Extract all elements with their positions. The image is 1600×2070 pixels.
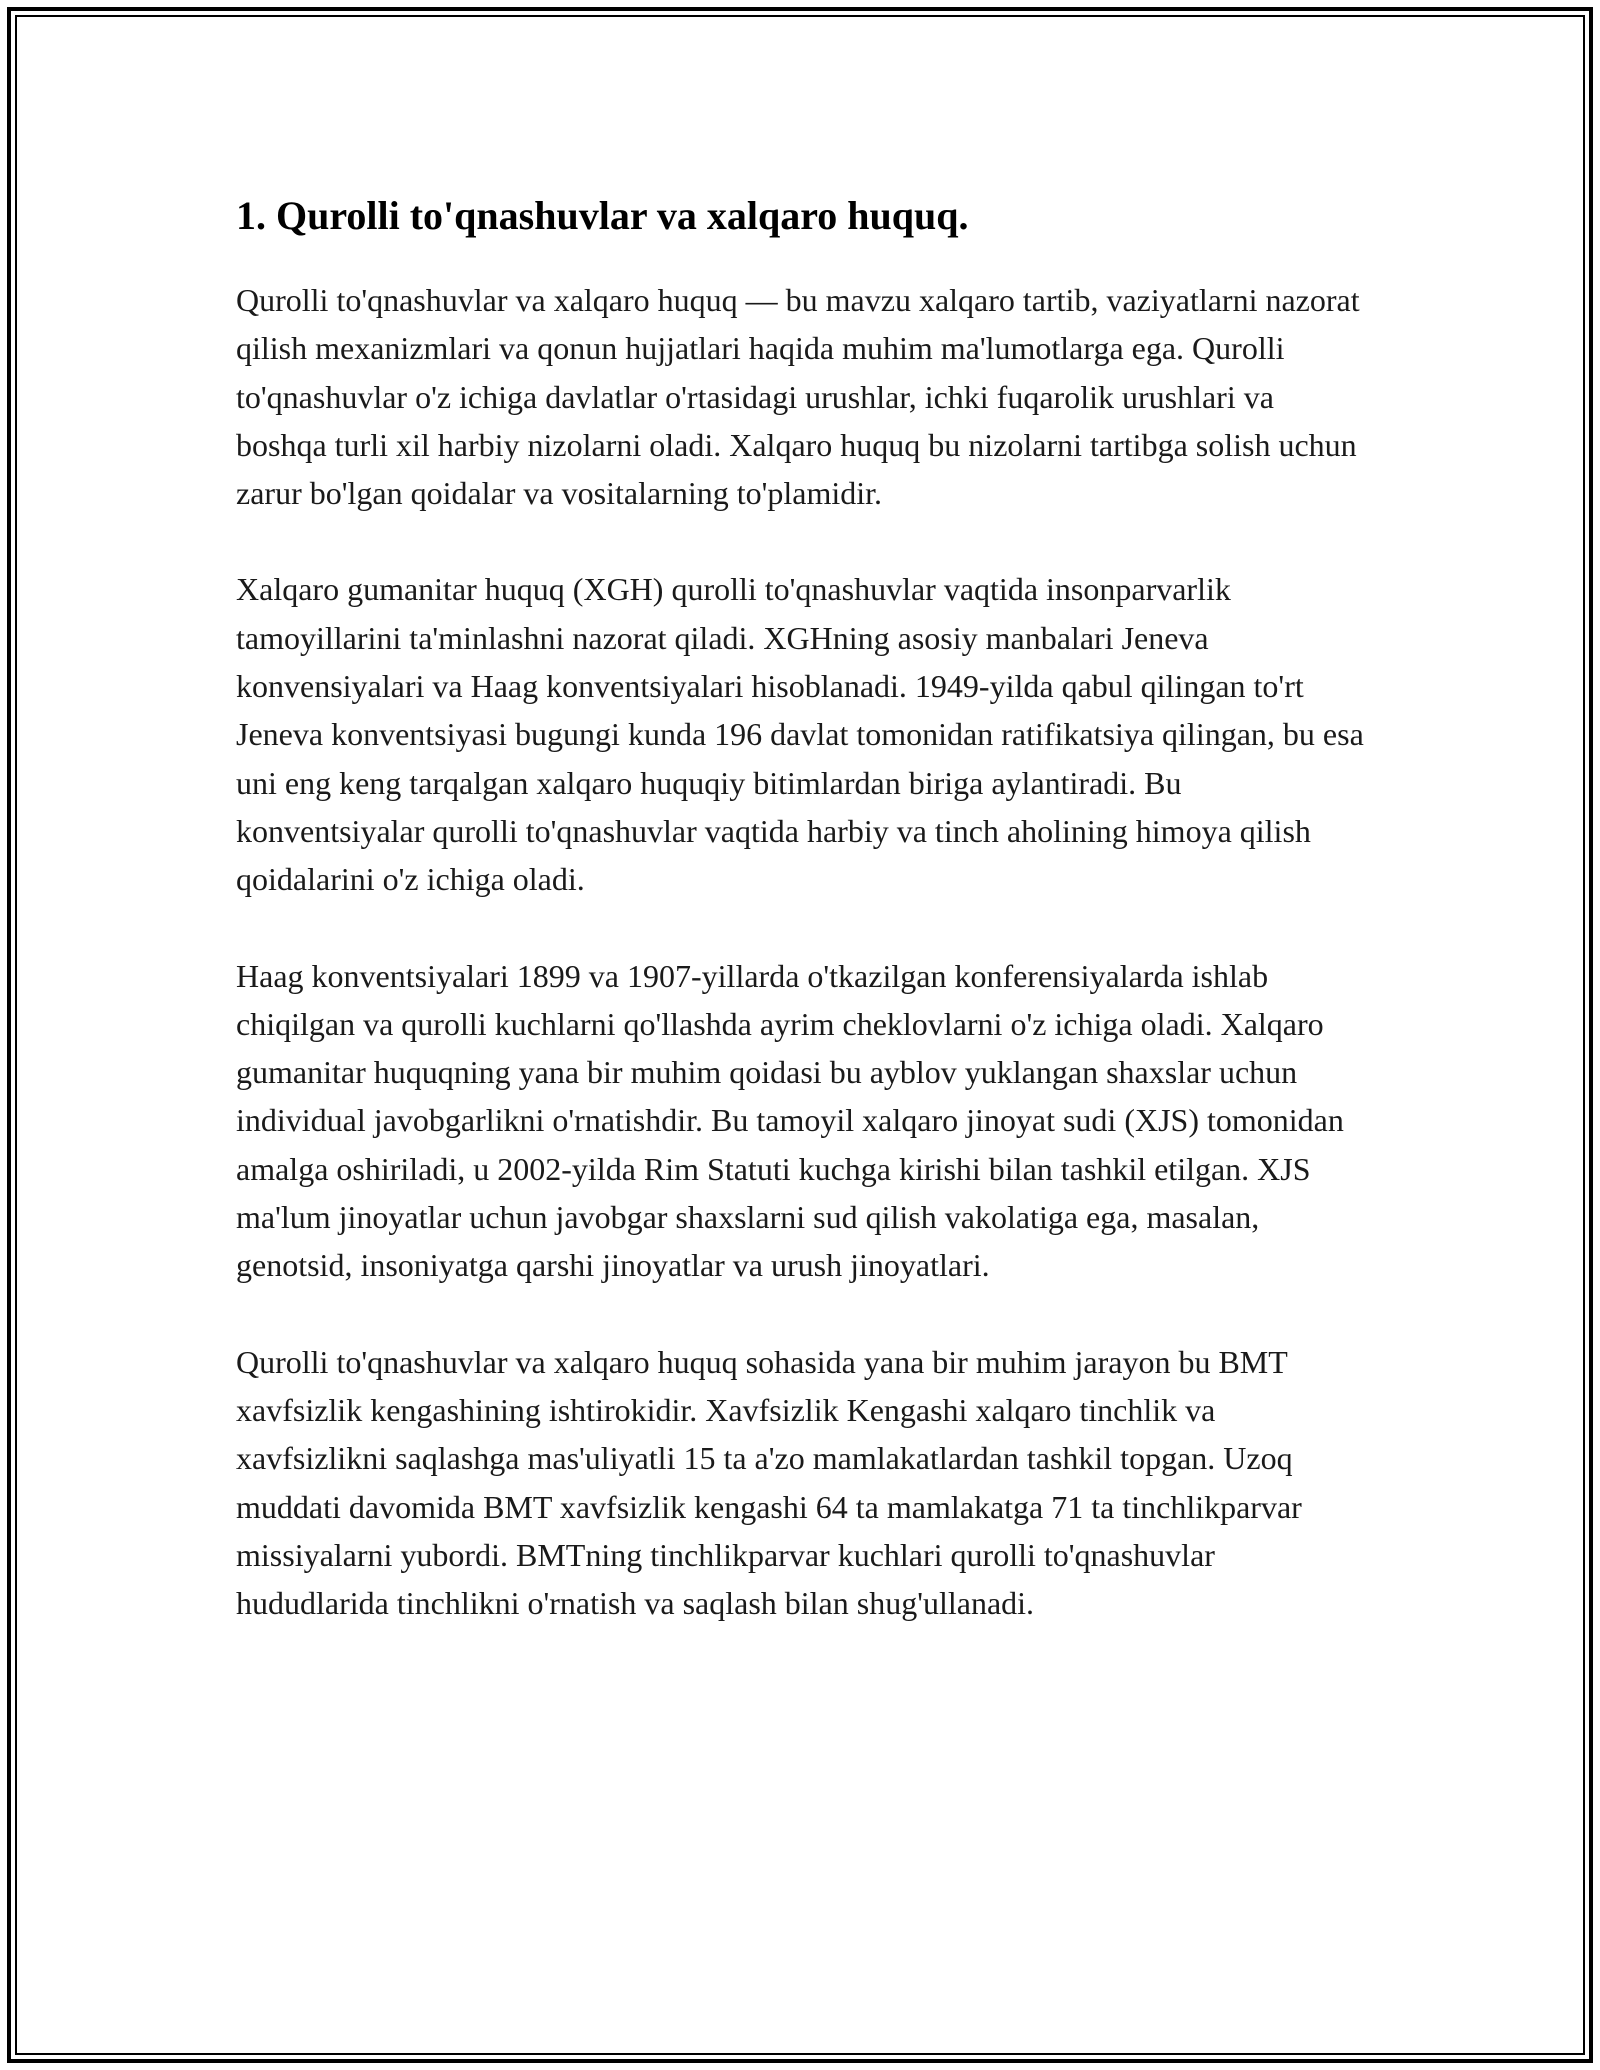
paragraph-hague-conventions: Haag konventsiyalari 1899 va 1907-yillarda o'tkazilgan konferensiyalarda ishlab chiqilgan va qurolli kuchlarni qo'llashda ayrim cheklovlarni o'z ichiga oladi. Xalqaro gumanitar huquqning yana bir muhim qoidasi bu ayblov yuklangan shaxslar uchun individual javobgarlikni o'rnatishdir. Bu tamoyil xalqaro jinoyat sudi (XJS) tomonidan amalga oshiriladi, u 2002-yilda Rim Statuti kuchga kirishi bilan tashkil etilgan. XJS ma'lum jinoyatlar uchun javobgar shaxslarni sud qilish vakolatiga ega, masalan, genotsid, insoniyatga qarshi jinoyatlar va urush jinoyatlari. xyxy=(236,957,1344,1284)
paragraph-intro: Qurolli to'qnashuvlar va xalqaro huquq — bu mavzu xalqaro tartib, vaziyatlarni nazorat qilish mexanizmlari va qonun hujjatlari haqida muhim ma'lumotlarga ega. Qurolli to'qnashuvlar o'z ichiga davlatlar o'rtasidagi urushlar, ichki fuqarolik urushlari va boshqa turli xil harbiy nizolarni oladi. Xalqaro huquq bu nizolarni tartibga solish uchun zarur bo'lgan qoidalar va vositalarning to'plamidir. xyxy=(236,282,1360,512)
document-body xyxy=(236,188,1366,1675)
document-title: 1. Qurolli to'qnashuvlar va xalqaro huquq. xyxy=(236,193,969,238)
paragraph-security-council: Qurolli to'qnashuvlar va xalqaro huquq sohasida yana bir muhim jarayon bu BMT xavfsizlik kengashining ishtirokidir. Xavfsizlik Kengashi xalqaro tinchlik va xavfsizlikni saqlashga mas'uliyatli 15 ta a'zo mamlakatlardan tashkil topgan. Uzoq muddati davomida BMT xavfsizlik kengashi 64 ta mamlakatga 71 ta tinchlikparvar missiyalarni yubordi. BMTning tinchlikparvar kuchlari qurolli to'qnashuvlar hududlarida tinchlikni o'rnatish va saqlash bilan shug'ullanadi. xyxy=(236,1343,1302,1622)
paragraph-humanitarian-law: Xalqaro gumanitar huquq (XGH) qurolli to'qnashuvlar vaqtida insonparvarlik tamoyillarini ta'minlashni nazorat qiladi. XGHning asosiy manbalari Jeneva konvensiyalari va Haag konventsiyalari hisoblanadi. 1949-yilda qabul qilingan to'rt Jeneva konventsiyasi bugungi kunda 196 davlat tomonidan ratifikatsiya qilingan, bu esa uni eng keng tarqalgan xalqaro huquqiy bitimlardan biriga aylantiradi. Bu konventsiyalar qurolli to'qnashuvlar vaqtida harbiy va tinch aholining himoya qilish qoidalarini o'z ichiga oladi. xyxy=(236,571,1364,898)
